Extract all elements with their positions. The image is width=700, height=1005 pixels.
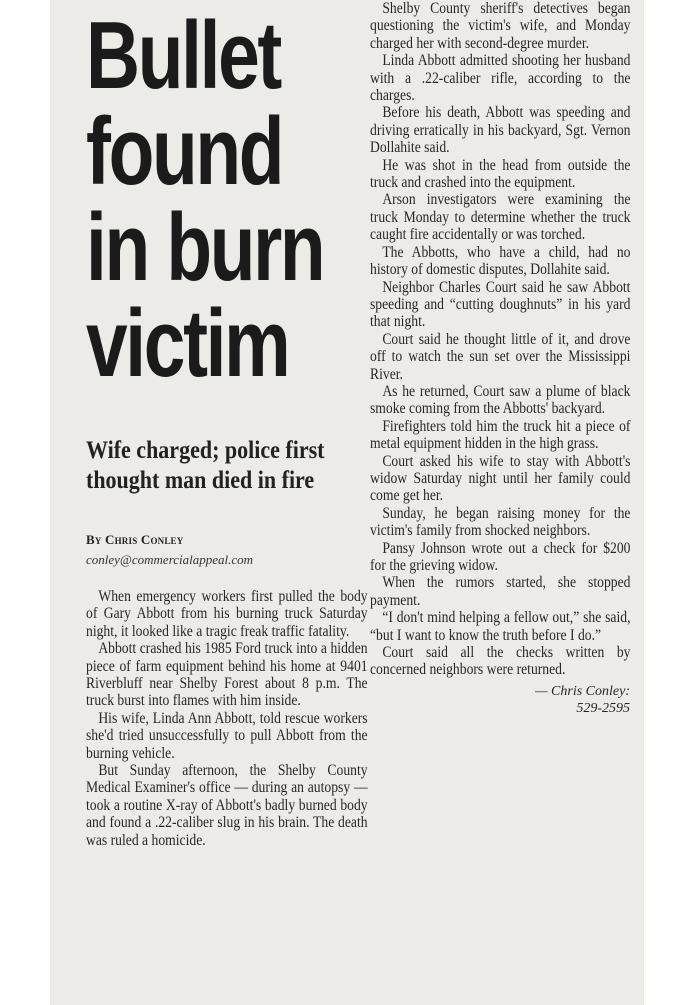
paragraph: Firefighters told him the truck hit a piece of metal equipment hidden in the high grass. — [370, 417, 631, 453]
paragraph: Before his death, Abbott was speeding and driving erratically in his backyard, Sgt. Vernon Dollahite said. — [370, 104, 631, 157]
signoff-name: — Chris Conley: — [535, 683, 630, 699]
subheadline-line: thought man died in fire — [86, 467, 315, 494]
paragraph: Arson investigators were examining the truck Monday to determine whether the truck caught fire accidentally or was torched. — [370, 191, 631, 244]
paragraph: Sunday, he began raising money for the victim's family from shocked neighbors. — [370, 504, 631, 540]
headline-line: Bullet — [86, 2, 280, 109]
byline: By Chris Conley — [86, 532, 184, 547]
paragraph: When the rumors started, she stopped payment. — [370, 574, 631, 609]
paragraph: But Sunday afternoon, the Shelby County Medical Examiner's office — during an autopsy — took a routine X-ray of Abbott's badly burned body and found a .22-caliber slug in his brain. The death was ruled a homicide. — [86, 762, 368, 849]
subheadline — [86, 436, 325, 496]
paragraph: The Abbotts, who have a child, had no history of domestic disputes, Dollahite said. — [370, 243, 631, 279]
paragraph: Court asked his wife to stay with Abbott's widow Saturday night until her family could come get her. — [370, 452, 631, 505]
paragraph: His wife, Linda Ann Abbott, told rescue workers she'd tried unsuccessfully to pull Abbott from the burning vehicle. — [86, 709, 368, 762]
paragraph: Court said he thought little of it, and drove off to watch the sun set over the Mississippi River. — [370, 330, 631, 383]
newspaper-clipping — [50, 0, 644, 1005]
headline-line: in burn — [86, 194, 324, 301]
signoff-phone: 529-2595 — [576, 700, 630, 716]
headline-line: victim — [86, 290, 289, 397]
paragraph: Pansy Johnson wrote out a check for $200 for the grieving widow. — [370, 539, 631, 574]
signoff — [370, 683, 630, 717]
paragraph: Shelby County sheriff's detectives began questioning the victim's wife, and Monday charged her with second-degree murder. — [370, 0, 631, 52]
headline-line: found — [86, 98, 283, 205]
subheadline-line: Wife charged; police first — [86, 437, 325, 464]
author-email: conley@commercialappeal.com — [86, 552, 254, 567]
left-column — [86, 2, 368, 849]
paragraph: Neighbor Charles Court said he saw Abbott speeding and “cutting doughnuts” in his yard that night. — [370, 278, 631, 331]
paragraph: Abbott crashed his 1985 Ford truck into a hidden piece of farm equipment behind his home at 9401 Riverbluff near Shelby Forest about 8 p.m. The truck burst into flames with him inside. — [86, 640, 368, 710]
headline — [86, 2, 324, 397]
paragraph: When emergency workers first pulled the body of Gary Abbott from his burning truck Saturday night, it looked like a tragic freak traffic fatality. — [86, 588, 368, 640]
article-body-left — [86, 588, 368, 849]
paragraph: “I don't mind helping a fellow out,” she said, “but I want to know the truth before I do.” — [370, 609, 631, 644]
paragraph: Linda Abbott admitted shooting her husband with a .22-caliber rifle, according to the charges. — [370, 52, 631, 105]
paragraph: Court said all the checks written by concerned neighbors were returned. — [370, 644, 631, 679]
paragraph: As he returned, Court saw a plume of black smoke coming from the Abbotts' backyard. — [370, 382, 631, 418]
paragraph: He was shot in the head from outside the truck and crashed into the equipment. — [370, 156, 631, 192]
right-column — [370, 0, 630, 717]
